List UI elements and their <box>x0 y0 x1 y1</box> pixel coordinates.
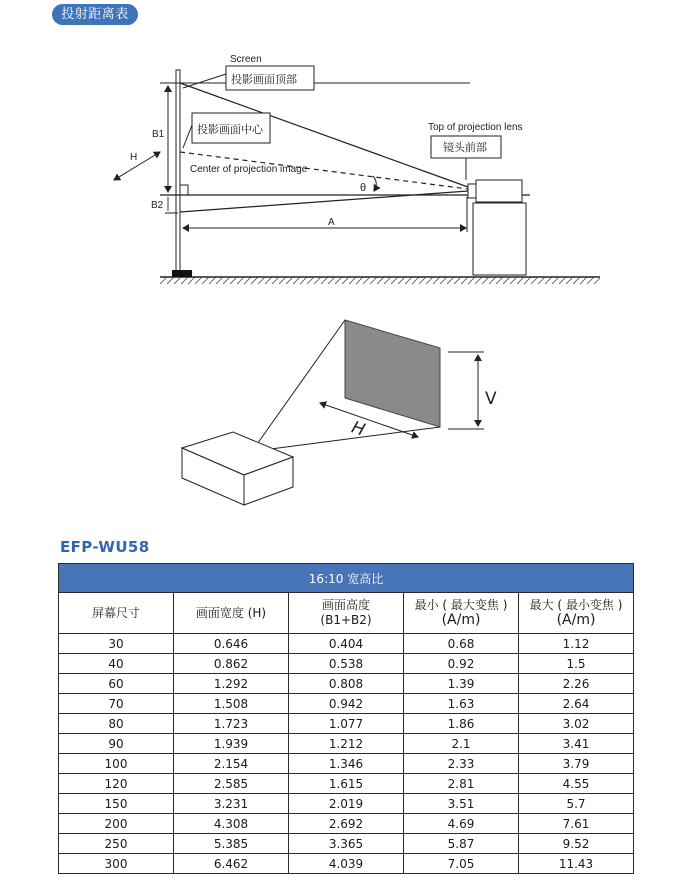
cell-height: 1.212 <box>289 734 404 754</box>
cell-min: 0.68 <box>404 634 519 654</box>
header-width: 画面宽度 (H) <box>174 593 289 634</box>
cell-height: 1.615 <box>289 774 404 794</box>
model-name: EFP-WU58 <box>60 538 150 556</box>
section-title: 投射距离表 <box>52 4 138 25</box>
screen-top-label: 投影画面顶部 <box>231 74 297 86</box>
table-row <box>59 694 634 714</box>
cell-max: 5.7 <box>519 794 634 814</box>
cell-height: 1.346 <box>289 754 404 774</box>
cell-size: 80 <box>59 714 174 734</box>
screen-label: Screen <box>230 54 262 65</box>
cell-max: 3.79 <box>519 754 634 774</box>
cell-width: 0.862 <box>174 654 289 674</box>
cell-width: 4.308 <box>174 814 289 834</box>
h-label-perspective: H <box>348 417 368 441</box>
cell-min: 7.05 <box>404 854 519 874</box>
cell-min: 5.87 <box>404 834 519 854</box>
cell-min: 4.69 <box>404 814 519 834</box>
header-max-line2: (A/m) <box>556 612 596 628</box>
table-banner-row <box>59 564 634 593</box>
cell-max: 4.55 <box>519 774 634 794</box>
cell-size: 40 <box>59 654 174 674</box>
cell-height: 2.692 <box>289 814 404 834</box>
cell-min: 1.63 <box>404 694 519 714</box>
cell-height: 0.538 <box>289 654 404 674</box>
cell-width: 1.723 <box>174 714 289 734</box>
cell-width: 2.154 <box>174 754 289 774</box>
projected-screen <box>345 320 440 427</box>
cell-min: 3.51 <box>404 794 519 814</box>
cell-height: 4.039 <box>289 854 404 874</box>
header-min-line2: (A/m) <box>441 612 481 628</box>
header-size: 屏幕尺寸 <box>59 593 174 634</box>
cell-max: 11.43 <box>519 854 634 874</box>
header-max-line1: 最大 ( 最小变焦 ) <box>529 598 623 612</box>
screen-foot <box>172 270 192 277</box>
table-row <box>59 834 634 854</box>
table-row <box>59 754 634 774</box>
cell-size: 200 <box>59 814 174 834</box>
projector-body <box>476 180 522 202</box>
cell-min: 0.92 <box>404 654 519 674</box>
cell-max: 3.02 <box>519 714 634 734</box>
cell-max: 7.61 <box>519 814 634 834</box>
center-en-label: Center of projection image <box>190 164 308 175</box>
floor-hatch <box>160 277 600 284</box>
cell-max: 2.64 <box>519 694 634 714</box>
cell-size: 120 <box>59 774 174 794</box>
cell-height: 0.404 <box>289 634 404 654</box>
cell-size: 250 <box>59 834 174 854</box>
cell-min: 2.81 <box>404 774 519 794</box>
table-header-row <box>59 593 634 634</box>
cell-width: 1.292 <box>174 674 289 694</box>
table-row <box>59 854 634 874</box>
cell-min: 2.33 <box>404 754 519 774</box>
header-min-line1: 最小 ( 最大变焦 ) <box>414 598 508 612</box>
v-label: V <box>485 389 497 409</box>
b1-label: B1 <box>152 129 165 140</box>
aspect-ratio-header: 16:10 宽高比 <box>59 564 634 593</box>
cell-max: 2.26 <box>519 674 634 694</box>
cell-min: 1.86 <box>404 714 519 734</box>
cell-min: 1.39 <box>404 674 519 694</box>
table-row <box>59 714 634 734</box>
a-label: A <box>328 217 335 228</box>
cell-height: 2.019 <box>289 794 404 814</box>
header-max <box>519 593 634 634</box>
projector-table <box>473 203 526 275</box>
projector-lens <box>468 184 476 198</box>
cell-width: 0.646 <box>174 634 289 654</box>
cell-height: 0.942 <box>289 694 404 714</box>
table-row <box>59 814 634 834</box>
table-row <box>59 634 634 654</box>
cell-max: 1.12 <box>519 634 634 654</box>
cell-size: 70 <box>59 694 174 714</box>
cell-size: 300 <box>59 854 174 874</box>
h-label-side: H <box>130 152 138 163</box>
table-row <box>59 774 634 794</box>
cell-max: 3.41 <box>519 734 634 754</box>
cell-max: 9.52 <box>519 834 634 854</box>
cell-height: 1.077 <box>289 714 404 734</box>
cell-height: 0.808 <box>289 674 404 694</box>
table-row <box>59 674 634 694</box>
cell-size: 30 <box>59 634 174 654</box>
table-row <box>59 734 634 754</box>
header-min <box>404 593 519 634</box>
cell-width: 6.462 <box>174 854 289 874</box>
cell-width: 1.939 <box>174 734 289 754</box>
header-height <box>289 593 404 634</box>
perspective-diagram <box>182 320 484 505</box>
theta-label: θ <box>360 182 367 194</box>
cell-size: 100 <box>59 754 174 774</box>
center-cn-label: 投影画面中心 <box>197 124 263 136</box>
screen-pole <box>176 70 180 275</box>
header-height-line1: 画面高度 <box>321 598 370 612</box>
cell-size: 60 <box>59 674 174 694</box>
top-lens-en-label: Top of projection lens <box>428 122 523 133</box>
cell-min: 2.1 <box>404 734 519 754</box>
table-row <box>59 794 634 814</box>
table-row <box>59 654 634 674</box>
cell-width: 5.385 <box>174 834 289 854</box>
throw-distance-table <box>58 563 634 874</box>
side-view-diagram <box>114 66 600 284</box>
cell-width: 2.585 <box>174 774 289 794</box>
cell-size: 90 <box>59 734 174 754</box>
cell-height: 3.365 <box>289 834 404 854</box>
cell-width: 3.231 <box>174 794 289 814</box>
cell-width: 1.508 <box>174 694 289 714</box>
header-height-line2: (B1+B2) <box>320 613 372 627</box>
cell-size: 150 <box>59 794 174 814</box>
cell-max: 1.5 <box>519 654 634 674</box>
b2-label: B2 <box>151 200 164 211</box>
top-lens-cn-label: 镜头前部 <box>443 142 487 154</box>
